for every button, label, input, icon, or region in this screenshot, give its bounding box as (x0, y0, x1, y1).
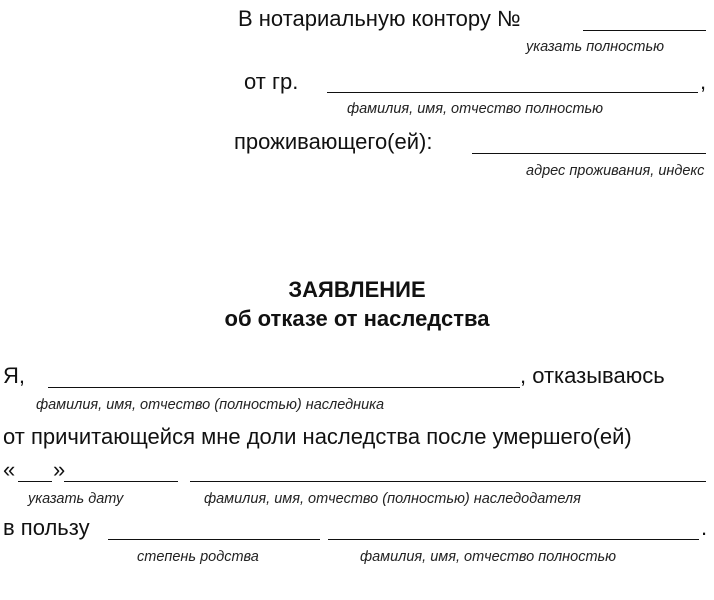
testator-name-hint: фамилия, имя, отчество (полностью) наследодателя (204, 491, 581, 507)
address-field[interactable] (472, 153, 706, 154)
notary-office-label: В нотариальную контору № (238, 6, 521, 31)
date-day-field[interactable] (18, 481, 52, 482)
date-close-quote: » (53, 457, 66, 482)
document-title: ЗАЯВЛЕНИЕ (288, 277, 426, 302)
refuse-text: , отказываюсь (520, 363, 665, 388)
from-comma: , (700, 69, 707, 94)
heir-name-hint: фамилия, имя, отчество (полностью) наследника (36, 397, 385, 413)
date-month-year-field[interactable] (64, 481, 178, 482)
applicant-name-field[interactable] (327, 92, 698, 93)
notary-hint: указать полностью (526, 39, 665, 55)
beneficiary-name-field[interactable] (328, 539, 699, 540)
address-hint: адрес проживания, индекс (526, 163, 705, 179)
testator-name-field[interactable] (190, 481, 706, 482)
applicant-name-hint: фамилия, имя, отчество полностью (347, 101, 604, 117)
in-favor-label: в пользу (3, 515, 90, 540)
share-text: от причитающейся мне доли наследства после умершего(ей) (3, 424, 632, 449)
i-label: Я, (3, 363, 25, 388)
date-open-quote: « (3, 457, 16, 482)
notary-number-field[interactable] (583, 30, 706, 31)
document-subtitle: об отказе от наследства (224, 306, 490, 331)
beneficiary-name-hint: фамилия, имя, отчество полностью (360, 549, 617, 565)
heir-name-field[interactable] (48, 387, 520, 388)
kinship-hint: степень родства (137, 549, 259, 565)
from-citizen-label: от гр. (244, 69, 299, 94)
kinship-field[interactable] (108, 539, 320, 540)
date-hint: указать дату (28, 491, 124, 507)
favor-period: . (701, 515, 708, 540)
residing-label: проживающего(ей): (234, 129, 433, 154)
